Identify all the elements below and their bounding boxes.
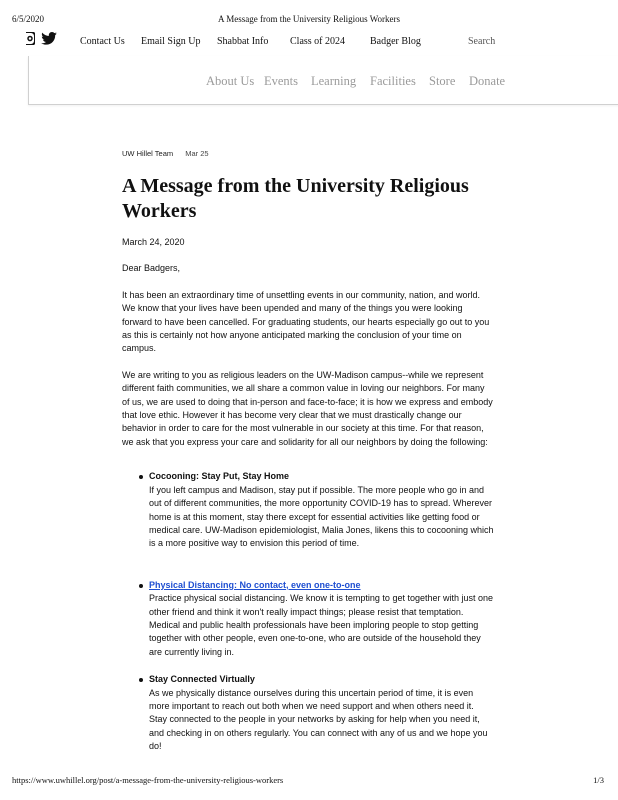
post-body [122,236,494,754]
list-item [122,470,494,550]
print-date: 6/5/2020 [12,14,45,24]
list-item-body: Practice physical social distancing. We know it is tempting to get together with just one other friend and think it won't really impact things; please resist that temptation. Medical and public health professionals have been imploring people to stop getting together with other people, even one-to-one, who are outside of the household they are currently living in. [149,593,494,657]
post-paragraph: It has been an extraordinary time of unsettling events in our community, nation, and world. We know that your lives have been upended and many of the things you were looking forward to have been cancelled. For graduating students, our hearts especially go out to you as this is certainly not how anyone anticipated marking the conclusion of your time on campus. [122,289,490,354]
print-page-title: A Message from the University Religious Workers [217,14,401,24]
list-item-title: Stay Connected Virtually [149,674,255,685]
list-item-body: If you left campus and Madison, stay put if possible. The more people who go in and out of different communities, the more opportunity COVID-19 has to spread. Wherever home is at this moment, stay there except for essential activities like getting food or medical care. UW-Madison epidemiologist, Malia Jones, likens this to cocooning which is a more positive way to envision this period of time. [149,484,494,549]
twitter-icon[interactable] [41,32,57,45]
list-item-title: Cocooning: Stay Put, Stay Home [149,471,290,482]
post-author[interactable]: UW Hillel Team [122,149,174,158]
nav-about-us[interactable]: About Us [206,74,255,88]
social-links [26,32,57,45]
nav-learning[interactable]: Learning [311,74,357,88]
print-page-number: 1/3 [593,775,604,785]
post-date: Mar 25 [185,149,209,158]
top-nav-badger-blog[interactable]: Badger Blog [370,36,421,47]
post-dateline: March 24, 2020 [122,237,185,247]
print-footer-url: https://www.uwhillel.org/post/a-message-from-the-university-religious-workers [12,775,284,785]
list-item [122,673,494,753]
nav-facilities[interactable]: Facilities [370,74,416,88]
nav-store[interactable]: Store [429,74,456,88]
post-greeting: Dear Badgers, [122,263,181,274]
bullet-icon [139,584,143,588]
post-meta [122,149,209,158]
top-nav-shabbat-info[interactable]: Shabbat Info [217,36,269,47]
post-title: A Message from the University Religious Workers [122,175,469,222]
bullet-icon [139,475,143,479]
post-paragraph: We are writing to you as religious leaders on the UW-Madison campus--while we represent different faith communities, we all share a common value in loving our neighbors. For many of us, we are used to doing that in-person and face-to-face; it is how we express and embody that love ethic. However it has become very clear that we must drastically change our behavior in order to care for the most vulnerable in our society at this time. For that reason, we ask that you express your care and solidarity for all our neighbors by doing the following: [122,369,493,447]
nav-events[interactable]: Events [264,74,299,88]
guidance-list [122,470,494,753]
instagram-icon[interactable] [26,32,35,45]
list-item [122,579,494,659]
top-nav-email-sign-up[interactable]: Email Sign Up [141,36,201,47]
list-item-body: As we physically distance ourselves during this uncertain period of time, it is even more important to reach out both when we need support and when others need it. Stay connected to the people in your networks by asking for help when you need it, and checking in on others regularly. You can connect with any of us and we hope you do! [149,687,488,752]
top-nav-contact-us[interactable]: Contact Us [80,36,125,47]
bullet-icon [139,678,143,682]
nav-donate[interactable]: Donate [469,74,506,88]
top-nav-class-of-2024[interactable]: Class of 2024 [290,36,345,47]
search-input[interactable]: Search [468,36,496,47]
list-item-link[interactable]: Physical Distancing: No contact, even one-to-one [149,579,361,590]
